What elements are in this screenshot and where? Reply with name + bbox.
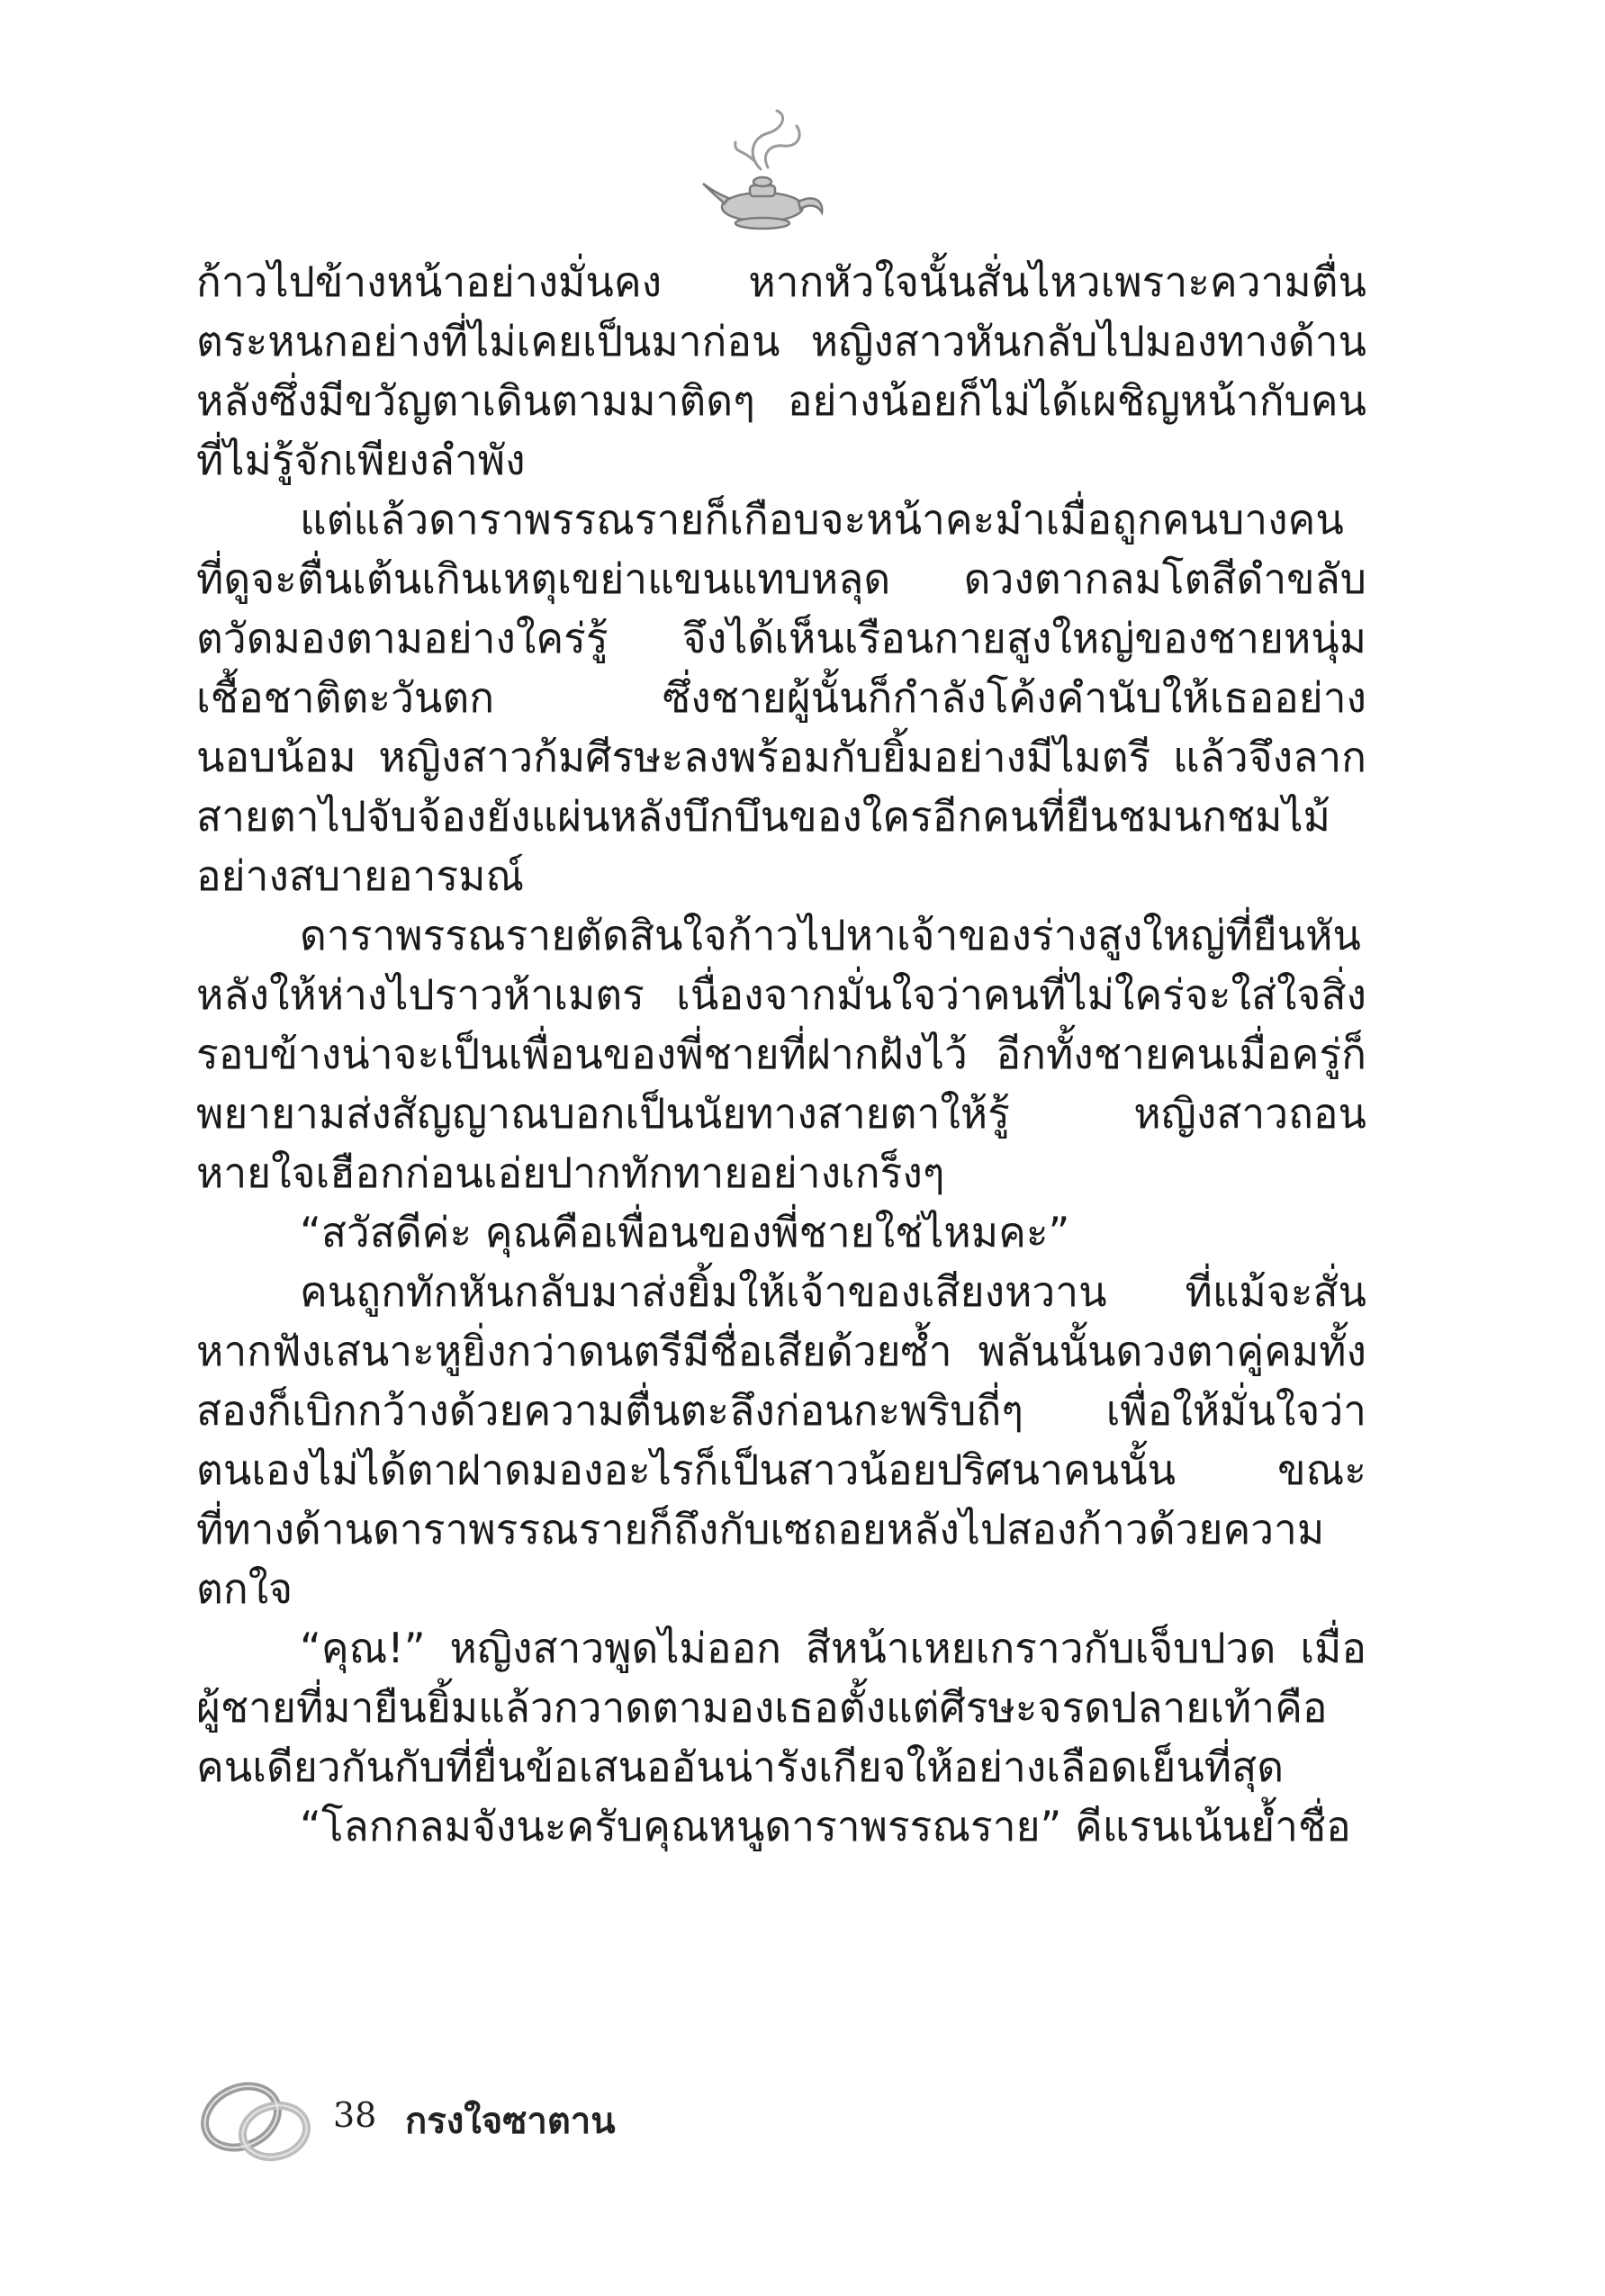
book-title: กรงใจซาตาน (405, 2101, 616, 2142)
paragraph: “โลกกลมจังนะครับคุณหนูดาราพรรณราย” คีแรนเน้นย้ำชื่อ (300, 1802, 1351, 1850)
page-footer (189, 2061, 819, 2178)
paragraph: แต่แล้วดาราพรรณรายก็เกือบจะหน้าคะมำเมื่อถูกคนบางคนที่ดูจะตื่นเต้นเกินเหตุเขย่าแขนแทบหลุด ดวงตากลมโตสีดำขลับตวัดมองตามอย่างใคร่รู้ จึงได้เห็นเรือนกายสูงใหญ่ของชายหนุ่มเชื้อชาติตะวันตก ซึ่งชายผู้นั้นก็กำลังโค้งคำนับให้เธออย่างนอบน้อม หญิงสาวก้มศีรษะลงพร้อมกับยิ้มอย่างมีไมตรี แล้วจึงลากสายตาไปจับจ้องยังแผ่นหลังบึกบึนของใครอีกคนที่ยืนชมนกชมไม้อย่างสบายอารมณ์ (196, 495, 1366, 900)
page-body-text (196, 252, 1366, 1856)
paragraph: “สวัสดีค่ะ คุณคือเพื่อนของพี่ชายใช่ไหมคะ” (300, 1208, 1070, 1256)
paragraph: “คุณ!” หญิงสาวพูดไม่ออก สีหน้าเหยเกราวกับเจ็บปวด เมื่อผู้ชายที่มายืนยิ้มแล้วกวาดตามองเธอตั้งแต่ศีรษะจรดปลายเท้าคือคนเดียวกันกับที่ยื่นข้อเสนออันน่ารังเกียจให้อย่างเลือดเย็นที่สุด (196, 1624, 1366, 1791)
paragraph: ก้าวไปข้างหน้าอย่างมั่นคง หากหัวใจนั้นสั่นไหวเพราะความตื่นตระหนกอย่างที่ไม่เคยเป็นมาก่อน หญิงสาวหันกลับไปมองทางด้านหลังซึ่งมีขวัญตาเดินตามมาติดๆ อย่างน้อยก็ไม่ได้เผชิญหน้ากับคนที่ไม่รู้จักเพียงลำพัง (196, 257, 1366, 484)
wedding-rings-icon (189, 2061, 324, 2178)
paragraph: คนถูกทักหันกลับมาส่งยิ้มให้เจ้าของเสียงหวาน ที่แม้จะสั่นหากฟังเสนาะหูยิ่งกว่าดนตรีมีชื่อเสียด้วยซ้ำ พลันนั้นดวงตาคู่คมทั้งสองก็เบิกกว้างด้วยความตื่นตะลึงก่อนกะพริบถี่ๆ เพื่อให้มั่นใจว่าตนเองไม่ได้ตาฝาดมองอะไรก็เป็นสาวน้อยปริศนาคนนั้น ขณะที่ทางด้านดาราพรรณรายก็ถึงกับเซถอยหลังไปสองก้าวด้วยความตกใจ (196, 1267, 1366, 1613)
magic-lamp-icon (698, 106, 833, 241)
page-number: 38 (333, 2095, 377, 2135)
paragraph: ดาราพรรณรายตัดสินใจก้าวไปหาเจ้าของร่างสูงใหญ่ที่ยืนหันหลังให้ห่างไปราวห้าเมตร เนื่องจากมั่นใจว่าคนที่ไม่ใคร่จะใส่ใจสิ่งรอบข้างน่าจะเป็นเพื่อนของพี่ชายที่ฝากฝังไว้ อีกทั้งชายคนเมื่อครู่ก็พยายามส่งสัญญาณบอกเป็นนัยทางสายตาให้รู้ หญิงสาวถอนหายใจเฮือกก่อนเอ่ยปากทักทายอย่างเกร็งๆ (196, 911, 1366, 1197)
